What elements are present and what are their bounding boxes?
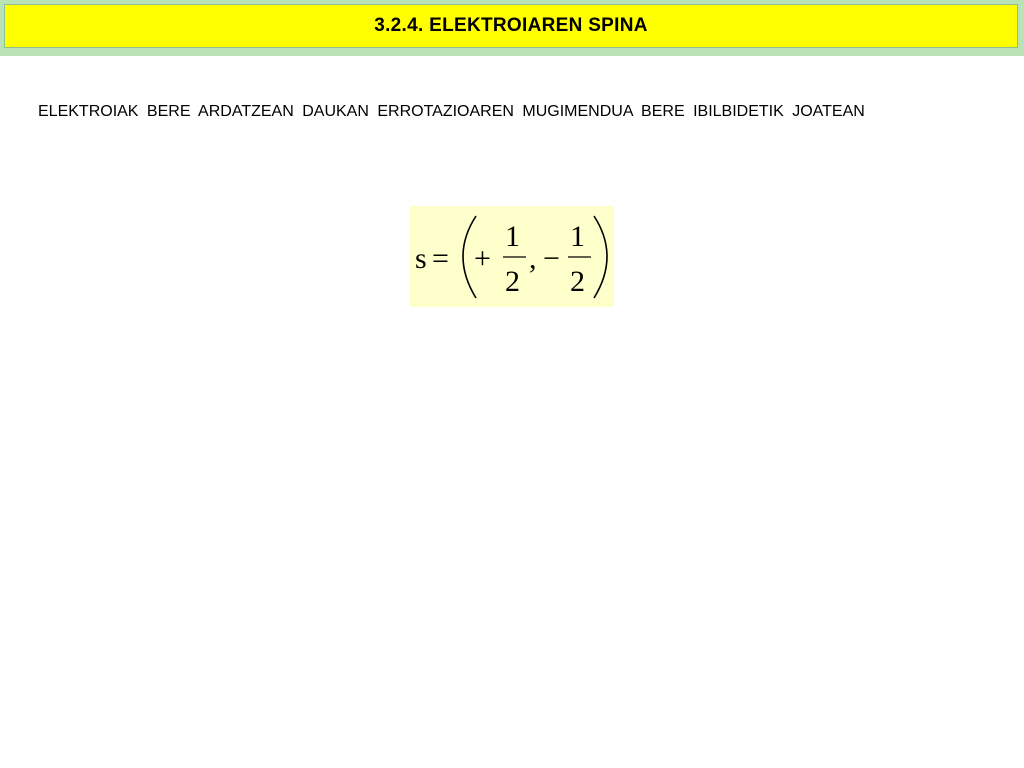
fraction-2-numerator: 1 <box>570 220 585 253</box>
slide-title: 3.2.4. ELEKTROIAREN SPINA <box>374 15 648 36</box>
body-text: ELEKTROIAK BERE ARDATZEAN DAUKAN ERROTAZIOAREN MUGIMENDUA BERE IBILBIDETIK JOATEAN <box>38 103 865 120</box>
formula-comma: , <box>529 242 537 275</box>
title-box <box>4 4 1018 48</box>
formula-svg <box>410 206 614 307</box>
title-band <box>0 0 1024 56</box>
formula-variable: s <box>415 242 427 275</box>
fraction-2-denominator: 2 <box>570 265 585 298</box>
formula-plus: + <box>474 242 491 275</box>
formula-equals: = <box>432 242 449 275</box>
fraction-1-denominator: 2 <box>505 265 520 298</box>
spin-formula <box>410 206 614 307</box>
right-parenthesis <box>594 216 607 298</box>
formula-minus: − <box>543 242 560 275</box>
fraction-1-numerator: 1 <box>505 220 520 253</box>
